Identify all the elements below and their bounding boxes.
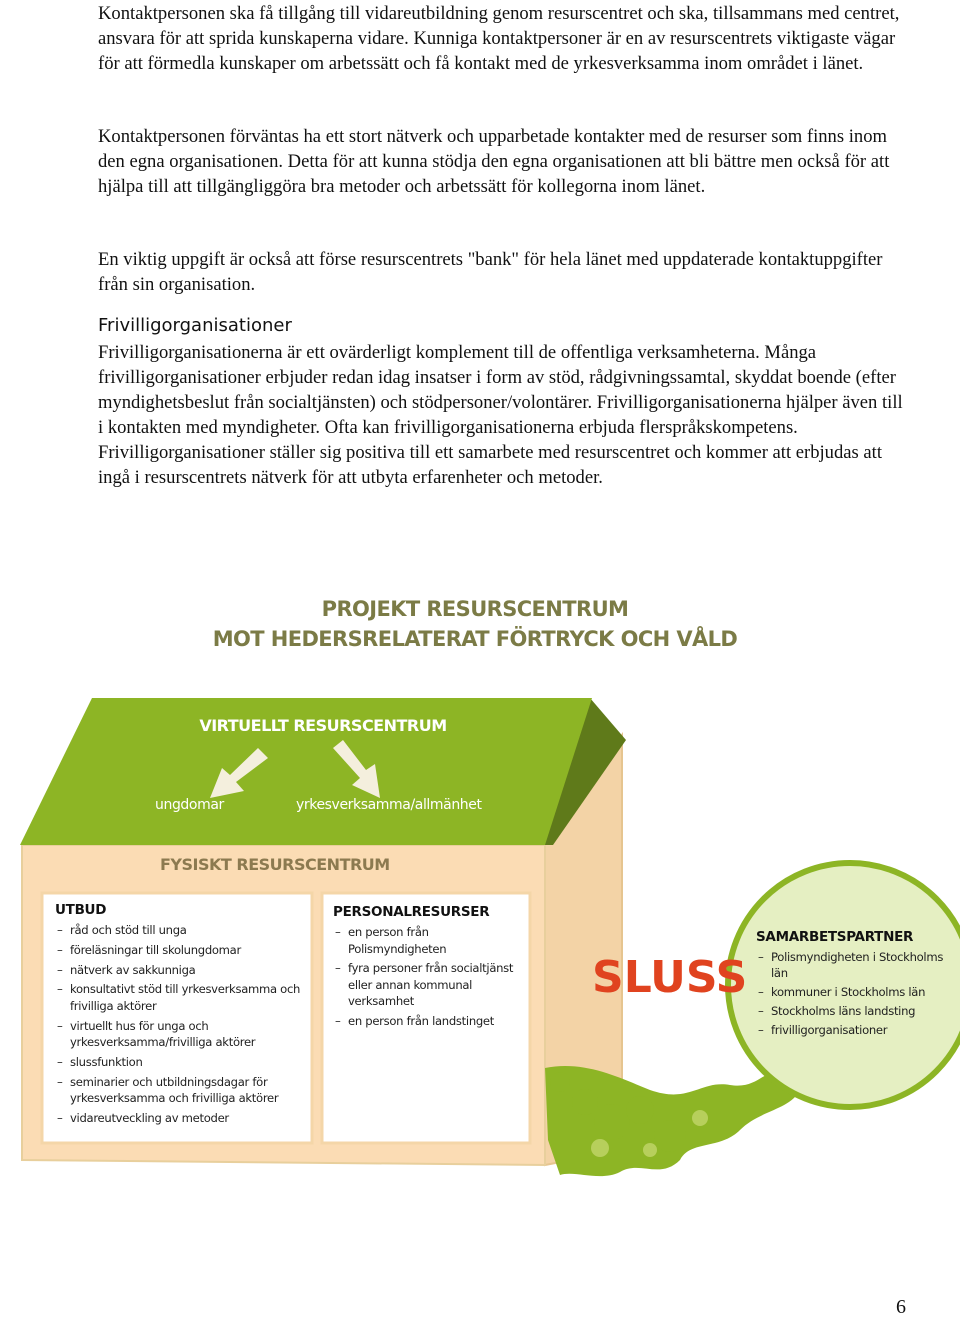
samarbetspartner-title: SAMARBETSPARTNER — [756, 929, 914, 945]
fysiskt-resurscentrum-title: FYSISKT RESURSCENTRUM — [160, 855, 390, 874]
list-item: – föreläsningar till skolungdomar — [55, 942, 307, 959]
personalresurser-section — [333, 904, 519, 1033]
list-item: – virtuellt hus för unga och yrkesverksamma/frivilliga aktörer — [55, 1018, 307, 1051]
list-item: – Stockholms läns landsting — [756, 1003, 956, 1019]
page-number: 6 — [896, 1296, 906, 1318]
roof-label-yrkesverksamma: yrkesverksamma/allmänhet — [296, 797, 482, 813]
list-item: – fyra personer från socialtjänst eller annan kommunal verksamhet — [333, 960, 519, 1010]
diagram-title-line-1: PROJEKT RESURSCENTRUM — [321, 597, 629, 621]
utbud-list — [55, 922, 307, 1127]
virtuellt-resurscentrum-title: VIRTUELLT RESURSCENTRUM — [199, 716, 447, 735]
personalresurser-list — [333, 924, 519, 1030]
list-item: – en person från Polismyndigheten — [333, 924, 519, 957]
utbud-section — [55, 902, 307, 1130]
samarbetspartner-section — [756, 929, 956, 1041]
paragraph-text: Frivilligorganisationerna är ett ovärderligt komplement till de offentliga verksamheterna. Många frivilligorganisationer erbjuder redan idag insatser i form av stöd, rådgivningssamtal, skyddat boende (efter myndighetsbeslut från socialtjänsten) och stödpersoner/volontärer. Frivilligorganisationerna hjälper även till i kontakten med myndigheter. Ofta kan frivilligorganisationerna erbjuda flerspråkskompetens. Frivilligorganisationer ställer sig positiva till ett samarbete med resurscentret och kommer att erbjudas att ingå i resurscentrets nätverk för att utbyta erfarenheter och metoder. — [98, 342, 903, 488]
list-item: – frivilligorganisationer — [756, 1022, 956, 1038]
list-item: – slussfunktion — [55, 1054, 307, 1071]
list-item: – en person från landstinget — [333, 1013, 519, 1030]
green-flow — [545, 1066, 800, 1176]
sluss-label: SLUSS — [592, 952, 748, 1003]
paragraph-text: Kontaktpersonen ska få tillgång till vidareutbildning genom resurscentret och ska, tillsammans med centret, ansvara för att sprida kunskaperna vidare. Kunniga kontaktpersoner är en av resurscentrets viktigaste vägar för att förmedla kunskaper om arbetssätt och få kontakt med de yrkesverksamma inom området i länet. — [98, 3, 900, 74]
list-item: – kommuner i Stockholms län — [756, 984, 956, 1000]
list-item: – vidareutveckling av metoder — [55, 1110, 307, 1127]
paragraph-text: Kontaktpersonen förväntas ha ett stort nätverk och upparbetade kontakter med de resurser som finns inom den egna organisationen. Detta för att kunna stödja den egna organisationen att bli bättre men också för att hjälpa till att tillgängliggöra bra metoder och arbetssätt för kollegorna inom länet. — [98, 126, 890, 197]
section-heading: Frivilligorganisationer — [98, 315, 292, 336]
roof-label-ungdomar: ungdomar — [155, 797, 224, 813]
list-item: – nätverk av sakkunniga — [55, 962, 307, 979]
diagram-title-line-2: MOT HEDERSRELATERAT FÖRTRYCK OCH VÅLD — [212, 627, 738, 651]
paragraph-text: En viktig uppgift är också att förse resurscentrets "bank" för hela länet med uppdaterade kontaktuppgifter från sin organisation. — [98, 249, 883, 295]
utbud-title: UTBUD — [55, 902, 107, 918]
list-item: – konsultativt stöd till yrkesverksamma och frivilliga aktörer — [55, 981, 307, 1014]
list-item: – råd och stöd till unga — [55, 922, 307, 939]
list-item: – seminarier och utbildningsdagar för yrkesverksamma och frivilliga aktörer — [55, 1074, 307, 1107]
list-item: – Polismyndigheten i Stockholms län — [756, 949, 956, 981]
personalresurser-title: PERSONALRESURSER — [333, 904, 490, 920]
samarbetspartner-list — [756, 949, 956, 1038]
